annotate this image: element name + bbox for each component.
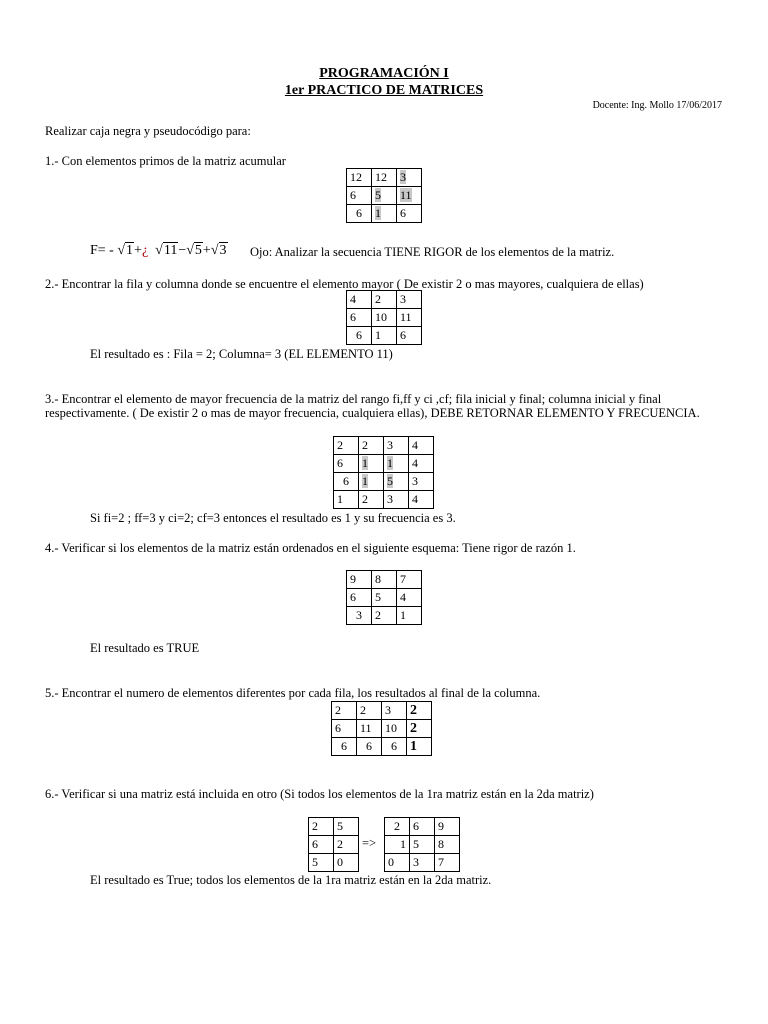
matrix-cell-highlighted: 1 — [359, 455, 384, 473]
matrix-cell: 2 — [372, 607, 397, 625]
ex1-formula — [90, 243, 228, 259]
ex6-result: El resultado es True; todos los elementos de la 1ra matriz están en la 2da matriz. — [90, 873, 492, 887]
matrix-cell: 6 — [347, 205, 372, 223]
ex5-matrix — [331, 701, 432, 756]
sqrt-term: √3 — [210, 243, 227, 258]
formula-operator: + — [202, 243, 211, 258]
sqrt-term: √5 — [186, 243, 202, 258]
matrix-cell: 7 — [397, 571, 422, 589]
matrix-cell: 11 — [397, 309, 422, 327]
matrix-cell: 3 — [384, 491, 409, 509]
result-cell: 2 — [407, 702, 432, 720]
matrix-cell: 6 — [347, 187, 372, 205]
matrix-cell: 2 — [334, 836, 359, 854]
matrix-cell: 11 — [357, 720, 382, 738]
implies-arrow: => — [362, 836, 377, 850]
matrix-cell: 1 — [372, 327, 397, 345]
formula-operator: + — [134, 243, 142, 258]
ex3-result: Si fi=2 ; ff=3 y ci=2; cf=3 entonces el resultado es 1 y su frecuencia es 3. — [90, 511, 456, 525]
matrix-cell: 6 — [397, 327, 422, 345]
matrix-cell: 3 — [410, 854, 435, 872]
matrix-cell: 1 — [385, 836, 410, 854]
matrix-cell: 5 — [309, 854, 334, 872]
matrix-cell: 6 — [347, 589, 372, 607]
matrix-cell-highlighted: 1 — [384, 455, 409, 473]
ex2-result: El resultado es : Fila = 2; Columna= 3 (EL ELEMENTO 11) — [90, 347, 393, 361]
ex2-text: 2.- Encontrar la fila y columna donde se encuentre el elemento mayor ( De existir 2 o mas mayores, cualquiera de ellas) — [45, 277, 644, 291]
matrix-cell: 1 — [334, 491, 359, 509]
ex3-text-line2: respectivamente. ( De existir 2 o mas de mayor frecuencia, cualquiera ellas), DEBE RETORNAR ELEMENTO Y FRECUENCIA. — [45, 406, 700, 420]
matrix-cell: 8 — [435, 836, 460, 854]
matrix-cell: 12 — [372, 169, 397, 187]
matrix-cell: 0 — [334, 854, 359, 872]
matrix-cell: 4 — [347, 291, 372, 309]
matrix-cell: 5 — [334, 818, 359, 836]
formula-symbol: ¿ — [141, 243, 149, 258]
ex6-matrix-b — [384, 817, 460, 872]
page-subtitle: 1er PRACTICO DE MATRICES — [284, 83, 484, 98]
matrix-cell: 6 — [347, 327, 372, 345]
matrix-cell: 7 — [435, 854, 460, 872]
ex3-text-line1: 3.- Encontrar el elemento de mayor frecuencia de la matriz del rango fi,ff y ci ,cf; fila inicial y final; columna inicial y final — [45, 392, 662, 406]
matrix-cell: 3 — [397, 291, 422, 309]
ex1-text: 1.- Con elementos primos de la matriz acumular — [45, 154, 286, 168]
matrix-cell: 9 — [435, 818, 460, 836]
ex4-text: 4.- Verificar si los elementos de la matriz están ordenados en el siguiente esquema: Tiene rigor de razón 1. — [45, 541, 576, 555]
intro-text: Realizar caja negra y pseudocódigo para: — [45, 124, 251, 138]
ex4-matrix — [346, 570, 422, 625]
matrix-cell: 3 — [384, 437, 409, 455]
formula-prefix: F= - — [90, 243, 114, 258]
matrix-cell: 5 — [410, 836, 435, 854]
matrix-cell: 10 — [382, 720, 407, 738]
page-title: PROGRAMACIÓN I — [319, 66, 449, 81]
ex5-text: 5.- Encontrar el numero de elementos diferentes por cada fila, los resultados al final de la columna. — [45, 686, 541, 700]
matrix-cell: 2 — [372, 291, 397, 309]
sqrt-term: √1 — [117, 243, 134, 258]
matrix-cell: 2 — [334, 437, 359, 455]
matrix-cell: 6 — [357, 738, 382, 756]
matrix-cell: 10 — [372, 309, 397, 327]
matrix-cell: 3 — [382, 702, 407, 720]
matrix-cell: 3 — [409, 473, 434, 491]
formula-operator: − — [178, 243, 187, 258]
matrix-cell: 2 — [359, 491, 384, 509]
matrix-cell: 8 — [372, 571, 397, 589]
matrix-cell-highlighted: 5 — [372, 187, 397, 205]
matrix-cell: 6 — [332, 720, 357, 738]
matrix-cell: 4 — [409, 455, 434, 473]
matrix-cell: 2 — [332, 702, 357, 720]
matrix-cell-highlighted: 3 — [397, 169, 422, 187]
matrix-cell: 2 — [385, 818, 410, 836]
ex6-matrix-a — [308, 817, 359, 872]
matrix-cell: 6 — [334, 473, 359, 491]
matrix-cell-highlighted: 1 — [359, 473, 384, 491]
matrix-cell: 5 — [372, 589, 397, 607]
sqrt-term: √11 — [155, 243, 178, 258]
matrix-cell-highlighted: 11 — [397, 187, 422, 205]
matrix-cell: 6 — [382, 738, 407, 756]
result-cell: 1 — [407, 738, 432, 756]
matrix-cell: 2 — [309, 818, 334, 836]
ex1-matrix — [346, 168, 422, 223]
matrix-cell: 6 — [334, 455, 359, 473]
matrix-cell: 4 — [409, 491, 434, 509]
matrix-cell: 9 — [347, 571, 372, 589]
matrix-cell: 6 — [309, 836, 334, 854]
matrix-cell: 2 — [359, 437, 384, 455]
matrix-cell-highlighted: 1 — [372, 205, 397, 223]
result-cell: 2 — [407, 720, 432, 738]
matrix-cell: 6 — [397, 205, 422, 223]
matrix-cell: 2 — [357, 702, 382, 720]
ex3-matrix — [333, 436, 434, 509]
ex6-text: 6.- Verificar si una matriz está incluida en otro (Si todos los elementos de la 1ra matriz están en la 2da matriz) — [45, 787, 594, 801]
matrix-cell: 6 — [410, 818, 435, 836]
matrix-cell: 1 — [397, 607, 422, 625]
ex2-matrix — [346, 290, 422, 345]
matrix-cell: 6 — [332, 738, 357, 756]
ex4-result: El resultado es TRUE — [90, 641, 200, 655]
matrix-cell: 4 — [409, 437, 434, 455]
matrix-cell-highlighted: 5 — [384, 473, 409, 491]
matrix-cell: 0 — [385, 854, 410, 872]
matrix-cell: 6 — [347, 309, 372, 327]
matrix-cell: 4 — [397, 589, 422, 607]
matrix-cell: 3 — [347, 607, 372, 625]
ex1-note: Ojo: Analizar la secuencia TIENE RIGOR de los elementos de la matriz. — [250, 245, 615, 259]
matrix-cell: 12 — [347, 169, 372, 187]
docente-date: Docente: Ing. Mollo 17/06/2017 — [592, 100, 722, 111]
